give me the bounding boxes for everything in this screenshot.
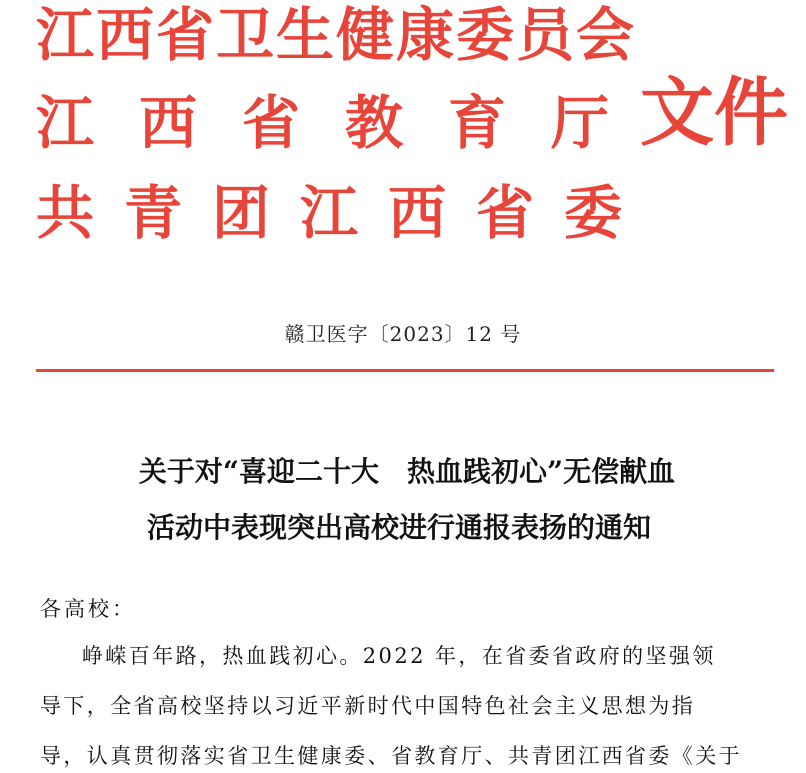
notice-title-line-2: 活动中表现突出高校进行通报表扬的通知 [146, 511, 651, 544]
issuer-line-education-department: 江西省教育厅 [36, 89, 655, 157]
document-number: 赣卫医字〔2023〕12 号 [284, 322, 522, 346]
salutation: 各高校： [40, 597, 136, 621]
issuer-line-health-commission: 江西省卫生健康委员会 [36, 1, 637, 69]
body-text-line: 导，认真贯彻落实省卫生健康委、省教育厅、共青团江西省委《关于 [40, 744, 742, 768]
notice-title-line-1: 关于对“喜迎二十大 热血践初心”无偿献血 [138, 455, 676, 488]
document-type-label: 文件 [640, 70, 788, 156]
red-divider-line [36, 369, 774, 372]
body-text-line: 峥嵘百年路，热血践初心。2022 年，在省委省政府的坚强领 [82, 644, 716, 668]
body-text-line: 导下，全省高校坚持以习近平新时代中国特色社会主义思想为指 [40, 694, 696, 718]
issuer-line-youth-league: 共青团江西省委 [36, 179, 653, 247]
